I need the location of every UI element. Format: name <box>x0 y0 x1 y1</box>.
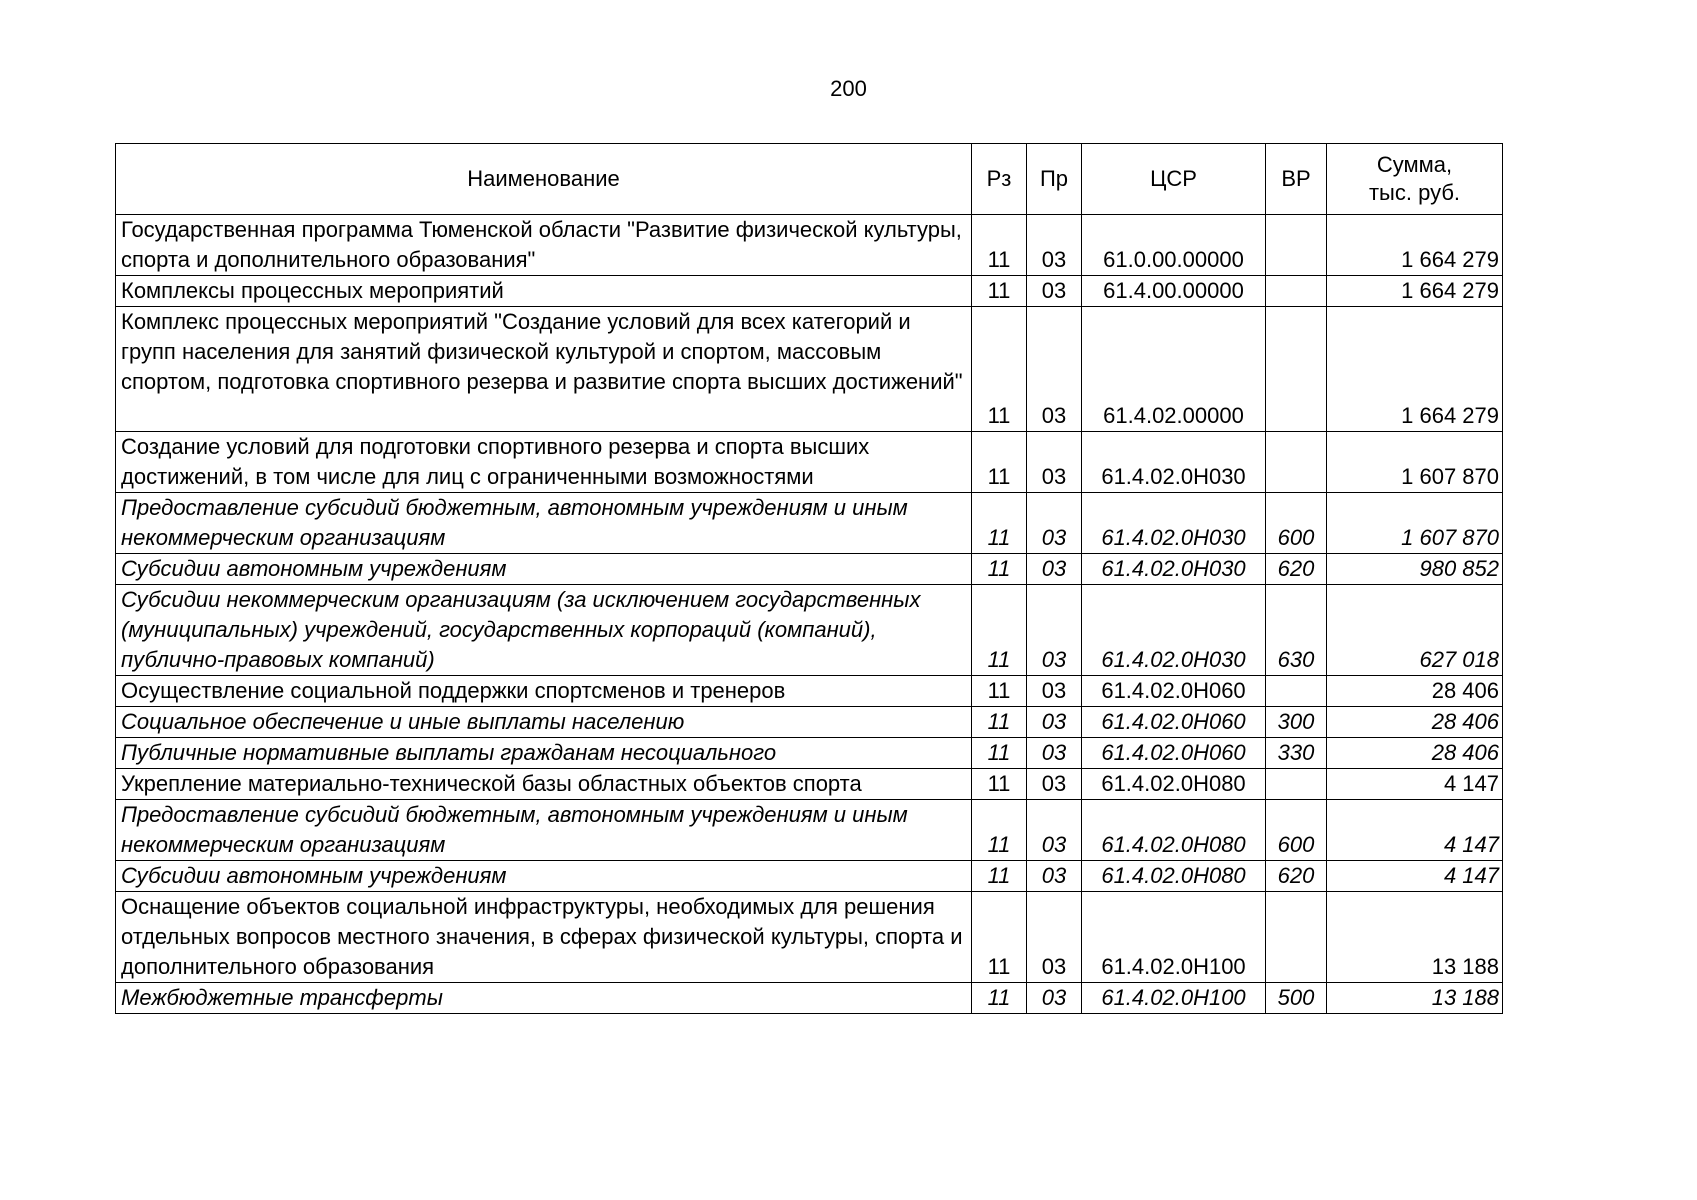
table-header-row <box>116 144 1503 215</box>
cell-name: Комплекс процессных мероприятий "Создание условий для всех категорий и групп населения для занятий физической культурой и спортом, массовым спортом, подготовка спортивного резерва и развитие спорта высших достижений" <box>116 307 972 432</box>
cell-name: Оснащение объектов социальной инфраструктуры, необходимых для решения отдельных вопросов местного значения, в сферах физической культуры, спорта и дополнительного образования <box>116 892 972 983</box>
cell-csr: 61.4.02.0Н060 <box>1082 707 1266 738</box>
header-sum-line2: тыс. руб. <box>1368 180 1461 205</box>
page-number: 200 <box>830 76 867 101</box>
header-sum-line1: Сумма, <box>1376 152 1453 177</box>
cell-csr: 61.4.02.0Н080 <box>1082 800 1266 861</box>
cell-rz: 11 <box>972 983 1027 1014</box>
cell-vr: 300 <box>1266 707 1327 738</box>
cell-vr <box>1266 432 1327 493</box>
cell-csr: 61.0.00.00000 <box>1082 215 1266 276</box>
cell-vr: 630 <box>1266 585 1327 676</box>
cell-vr <box>1266 892 1327 983</box>
cell-vr <box>1266 307 1327 432</box>
cell-pr: 03 <box>1027 800 1082 861</box>
cell-name: Социальное обеспечение и иные выплаты населению <box>116 707 972 738</box>
table-row <box>116 892 1503 983</box>
cell-sum: 28 406 <box>1327 707 1503 738</box>
cell-pr: 03 <box>1027 983 1082 1014</box>
table-row <box>116 493 1503 554</box>
header-sum <box>1327 144 1503 215</box>
cell-vr: 620 <box>1266 554 1327 585</box>
table-row <box>116 307 1503 432</box>
cell-name: Комплексы процессных мероприятий <box>116 276 972 307</box>
cell-name: Осуществление социальной поддержки спортсменов и тренеров <box>116 676 972 707</box>
cell-pr: 03 <box>1027 738 1082 769</box>
cell-csr: 61.4.02.0Н060 <box>1082 676 1266 707</box>
cell-vr: 620 <box>1266 861 1327 892</box>
table-row <box>116 676 1503 707</box>
table-row <box>116 707 1503 738</box>
cell-rz: 11 <box>972 892 1027 983</box>
cell-sum: 4 147 <box>1327 800 1503 861</box>
cell-rz: 11 <box>972 800 1027 861</box>
cell-pr: 03 <box>1027 585 1082 676</box>
cell-name: Субсидии автономным учреждениям <box>116 861 972 892</box>
cell-vr <box>1266 215 1327 276</box>
cell-name: Предоставление субсидий бюджетным, автономным учреждениям и иным некоммерческим организациям <box>116 493 972 554</box>
cell-sum: 1 664 279 <box>1327 276 1503 307</box>
cell-rz: 11 <box>972 215 1027 276</box>
cell-csr: 61.4.02.0Н030 <box>1082 585 1266 676</box>
header-name: Наименование <box>116 144 972 215</box>
cell-csr: 61.4.02.0Н060 <box>1082 738 1266 769</box>
cell-rz: 11 <box>972 676 1027 707</box>
cell-sum: 13 188 <box>1327 892 1503 983</box>
cell-rz: 11 <box>972 554 1027 585</box>
cell-rz: 11 <box>972 432 1027 493</box>
cell-rz: 11 <box>972 585 1027 676</box>
cell-csr: 61.4.02.00000 <box>1082 307 1266 432</box>
cell-pr: 03 <box>1027 432 1082 493</box>
table-row <box>116 769 1503 800</box>
cell-pr: 03 <box>1027 307 1082 432</box>
cell-rz: 11 <box>972 276 1027 307</box>
header-vr: ВР <box>1266 144 1327 215</box>
header-csr: ЦСР <box>1082 144 1266 215</box>
cell-vr <box>1266 276 1327 307</box>
cell-vr: 330 <box>1266 738 1327 769</box>
cell-sum: 627 018 <box>1327 585 1503 676</box>
cell-name: Публичные нормативные выплаты гражданам несоциального <box>116 738 972 769</box>
table-row <box>116 983 1503 1014</box>
table-row <box>116 432 1503 493</box>
cell-pr: 03 <box>1027 861 1082 892</box>
cell-rz: 11 <box>972 769 1027 800</box>
cell-name: Субсидии автономным учреждениям <box>116 554 972 585</box>
cell-name: Укрепление материально-технической базы областных объектов спорта <box>116 769 972 800</box>
cell-sum: 13 188 <box>1327 983 1503 1014</box>
header-pr: Пр <box>1027 144 1082 215</box>
budget-table <box>115 143 1503 1014</box>
cell-pr: 03 <box>1027 769 1082 800</box>
cell-pr: 03 <box>1027 707 1082 738</box>
cell-vr: 500 <box>1266 983 1327 1014</box>
cell-rz: 11 <box>972 861 1027 892</box>
cell-vr: 600 <box>1266 800 1327 861</box>
cell-vr <box>1266 676 1327 707</box>
cell-sum: 1 664 279 <box>1327 307 1503 432</box>
cell-vr <box>1266 769 1327 800</box>
cell-sum: 1 607 870 <box>1327 432 1503 493</box>
cell-pr: 03 <box>1027 215 1082 276</box>
table-row <box>116 215 1503 276</box>
cell-rz: 11 <box>972 738 1027 769</box>
table-row <box>116 800 1503 861</box>
cell-rz: 11 <box>972 493 1027 554</box>
cell-csr: 61.4.02.0Н080 <box>1082 769 1266 800</box>
cell-sum: 4 147 <box>1327 861 1503 892</box>
cell-csr: 61.4.02.0Н030 <box>1082 432 1266 493</box>
cell-csr: 61.4.02.0Н030 <box>1082 554 1266 585</box>
cell-pr: 03 <box>1027 554 1082 585</box>
cell-rz: 11 <box>972 707 1027 738</box>
table-row <box>116 585 1503 676</box>
cell-vr: 600 <box>1266 493 1327 554</box>
cell-name: Предоставление субсидий бюджетным, автономным учреждениям и иным некоммерческим организациям <box>116 800 972 861</box>
table-row <box>116 554 1503 585</box>
cell-sum: 1 664 279 <box>1327 215 1503 276</box>
cell-csr: 61.4.00.00000 <box>1082 276 1266 307</box>
cell-csr: 61.4.02.0Н100 <box>1082 983 1266 1014</box>
cell-sum: 4 147 <box>1327 769 1503 800</box>
cell-sum: 28 406 <box>1327 738 1503 769</box>
cell-name: Субсидии некоммерческим организациям (за исключением государственных (муниципальных) учреждений, государственных корпораций (компаний), публично-правовых компаний) <box>116 585 972 676</box>
table-row <box>116 861 1503 892</box>
cell-csr: 61.4.02.0Н080 <box>1082 861 1266 892</box>
header-rz: Рз <box>972 144 1027 215</box>
table-row <box>116 276 1503 307</box>
cell-pr: 03 <box>1027 892 1082 983</box>
cell-sum: 28 406 <box>1327 676 1503 707</box>
cell-name: Межбюджетные трансферты <box>116 983 972 1014</box>
cell-sum: 1 607 870 <box>1327 493 1503 554</box>
cell-csr: 61.4.02.0Н100 <box>1082 892 1266 983</box>
cell-pr: 03 <box>1027 276 1082 307</box>
cell-pr: 03 <box>1027 676 1082 707</box>
cell-name: Создание условий для подготовки спортивного резерва и спорта высших достижений, в том числе для лиц с ограниченными возможностями <box>116 432 972 493</box>
cell-pr: 03 <box>1027 493 1082 554</box>
table-row <box>116 738 1503 769</box>
cell-csr: 61.4.02.0Н030 <box>1082 493 1266 554</box>
cell-rz: 11 <box>972 307 1027 432</box>
cell-sum: 980 852 <box>1327 554 1503 585</box>
cell-name: Государственная программа Тюменской области "Развитие физической культуры, спорта и дополнительного образования" <box>116 215 972 276</box>
